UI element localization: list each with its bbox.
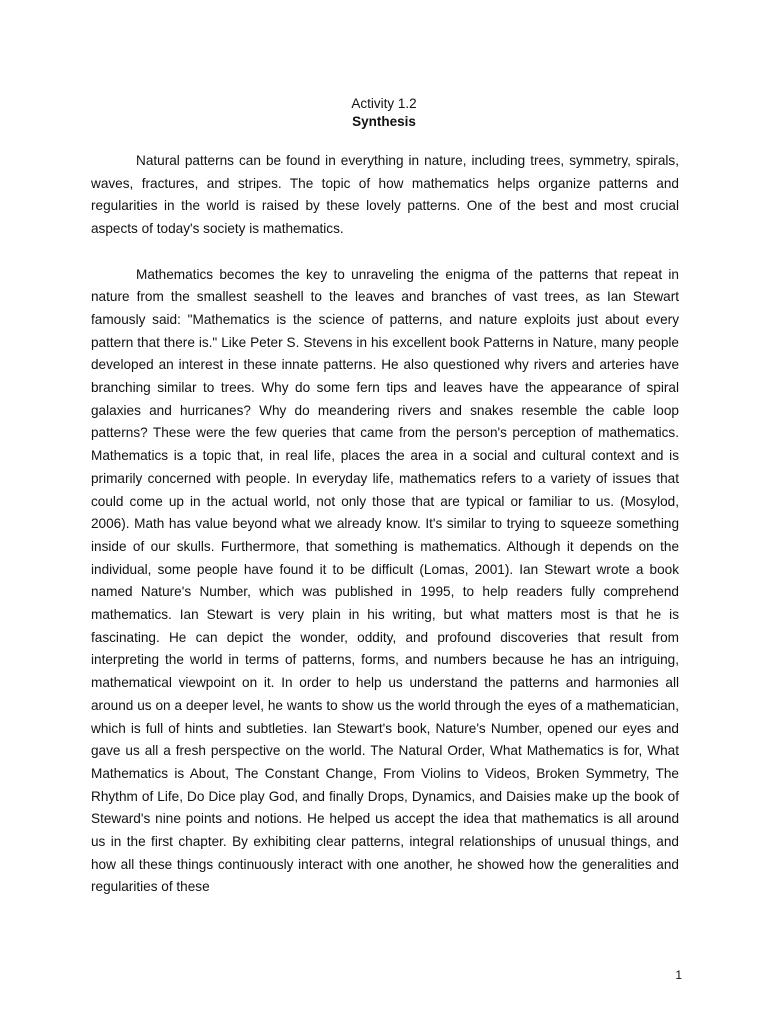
body-text <box>91 150 679 899</box>
paragraph-1: Natural patterns can be found in everything in nature, including trees, symmetry, spirals, waves, fractures, and stripes. The topic of how mathematics helps organize patterns and regularities in the world is raised by these lovely patterns. One of the best and most crucial aspects of today's society is mathematics. <box>91 153 679 237</box>
activity-label: Activity 1.2 <box>351 96 417 111</box>
page-title: Synthesis <box>352 114 416 129</box>
paragraph-2: Mathematics becomes the key to unraveling the enigma of the patterns that repeat in nature from the smallest seashell to the leaves and branches of vast trees, as Ian Stewart famously said: "Mathematics is the science of patterns, and nature exploits just about every pattern that there is." Like Peter S. Stevens in his excellent book Patterns in Nature, many people developed an interest in these innate patterns. He also questioned why rivers and arteries have branching similar to trees. Why do some fern tips and leaves have the appearance of spiral galaxies and hurricanes? Why do meandering rivers and snakes resemble the cable loop patterns? These were the few queries that came from the person's perception of mathematics. Mathematics is a topic that, in real life, places the area in a social and cultural context and is primarily concerned with people. In everyday life, mathematics refers to a variety of issues that could come up in the actual world, not only those that are typical or familiar to us. (Mosylod, 2006). Math has value beyond what we already know. It's similar to trying to squeeze something inside of our skulls. Furthermore, that something is mathematics. Although it depends on the individual, some people have found it to be difficult (Lomas, 2001). Ian Stewart wrote a book named Nature's Number, which was published in 1995, to help readers fully comprehend mathematics. Ian Stewart is very plain in his writing, but what matters most is that he is fascinating. He can depict the wonder, oddity, and profound discoveries that result from interpreting the world in terms of patterns, forms, and numbers because he has an intriguing, mathematical viewpoint on it. In order to help us understand the patterns and harmonies all around us on a deeper level, he wants to show us the world through the eyes of a mathematician, which is full of hints and subtleties. Ian Stewart's book, Nature's Number, opened our eyes and gave us all a fresh perspective on the world. The Natural Order, What Mathematics is for, What Mathematics is About, The Constant Change, From Violins to Videos, Broken Symmetry, The Rhythm of Life, Do Dice play God, and finally Drops, Dynamics, and Daisies make up the book of Steward's nine points and notions. He helped us accept the idea that mathematics is all around us in the first chapter. By exhibiting clear patterns, integral relationships of unusual things, and how all these things continuously interact with one another, he showed how the generalities and regularities of these <box>91 266 679 895</box>
page-number: 1 <box>675 968 682 982</box>
